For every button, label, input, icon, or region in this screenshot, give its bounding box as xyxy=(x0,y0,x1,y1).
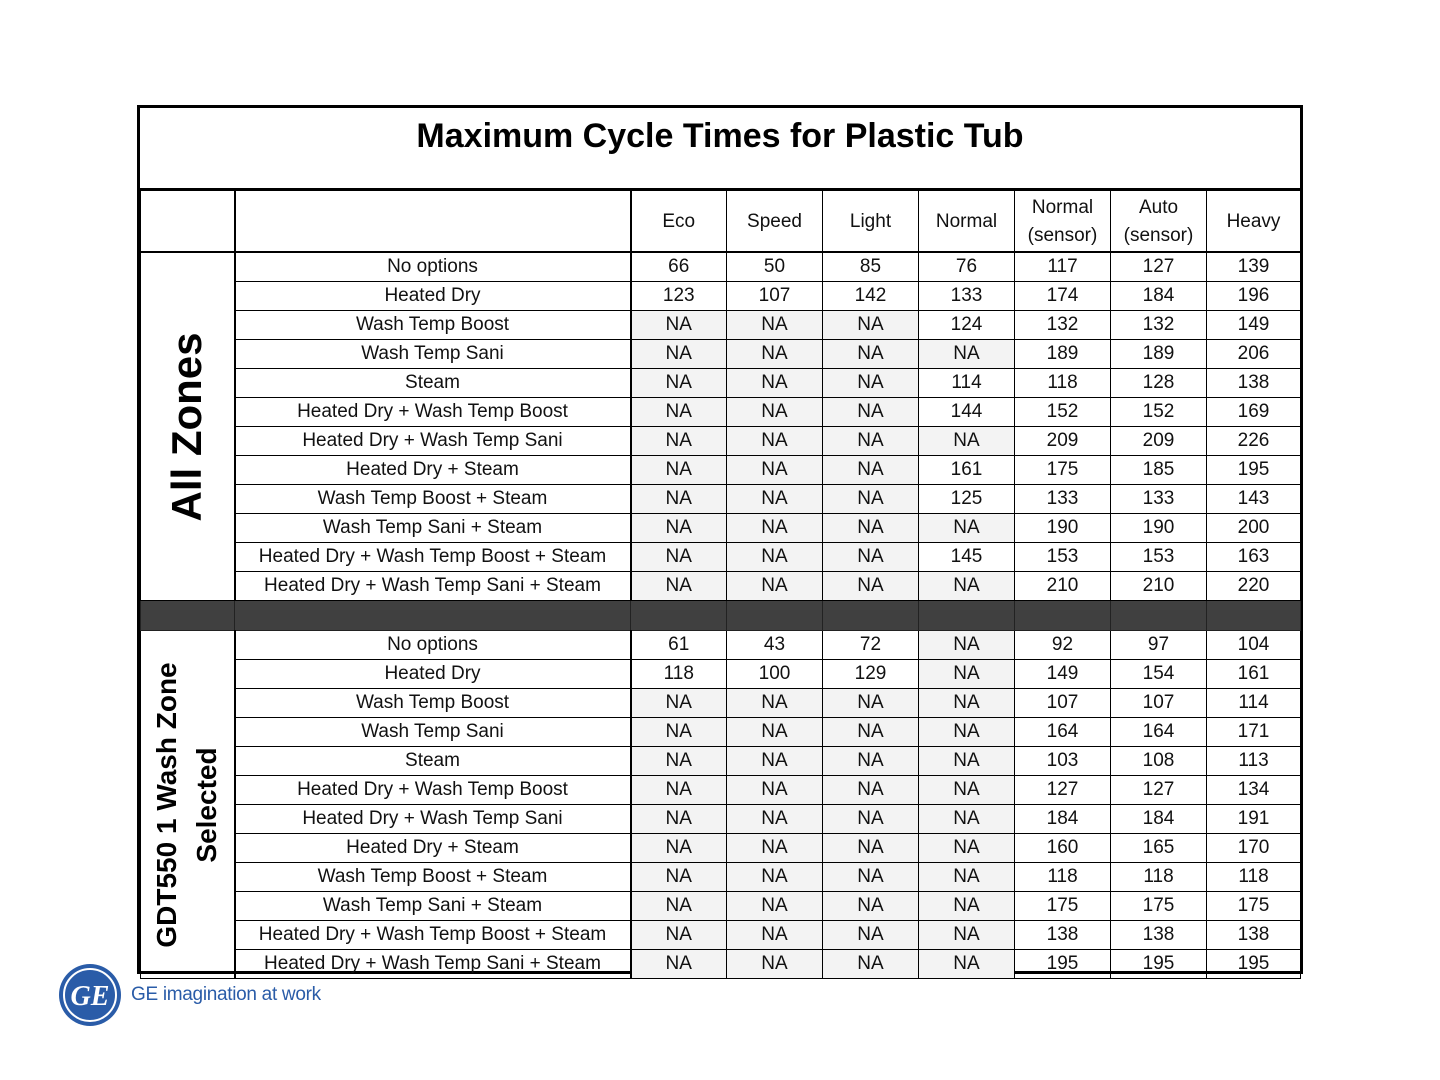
time-value-cell: NA xyxy=(727,340,823,369)
time-value-cell: NA xyxy=(727,689,823,718)
time-value-cell: NA xyxy=(727,805,823,834)
time-value-cell: 200 xyxy=(1207,514,1301,543)
option-label: Wash Temp Sani xyxy=(235,718,631,747)
time-value-cell: NA xyxy=(823,834,919,863)
time-value-cell: 189 xyxy=(1015,340,1111,369)
separator-cell xyxy=(235,601,631,631)
time-value-cell: 85 xyxy=(823,252,919,282)
column-header xyxy=(919,191,1015,253)
table-row xyxy=(141,456,1301,485)
time-value-cell: 107 xyxy=(727,282,823,311)
time-value-cell: NA xyxy=(823,689,919,718)
time-value-cell: 107 xyxy=(1015,689,1111,718)
time-value-cell: NA xyxy=(919,747,1015,776)
time-value-cell: 127 xyxy=(1111,776,1207,805)
time-value-cell: 129 xyxy=(823,660,919,689)
time-value-cell: 154 xyxy=(1111,660,1207,689)
time-value-cell: NA xyxy=(631,514,727,543)
separator-cell xyxy=(1207,601,1301,631)
time-value-cell: 76 xyxy=(919,252,1015,282)
time-value-cell: NA xyxy=(823,369,919,398)
option-label: Heated Dry xyxy=(235,282,631,311)
time-value-cell: 169 xyxy=(1207,398,1301,427)
option-label: Heated Dry + Wash Temp Sani xyxy=(235,427,631,456)
time-value-cell: NA xyxy=(727,427,823,456)
time-value-cell: NA xyxy=(823,572,919,601)
time-value-cell: 153 xyxy=(1111,543,1207,572)
time-value-cell: 133 xyxy=(1015,485,1111,514)
time-value-cell: 210 xyxy=(1111,572,1207,601)
time-value-cell: NA xyxy=(631,747,727,776)
time-value-cell: NA xyxy=(919,776,1015,805)
column-header-line1: Normal xyxy=(935,211,998,232)
time-value-cell: 72 xyxy=(823,631,919,660)
time-value-cell: 175 xyxy=(1015,456,1111,485)
time-value-cell: NA xyxy=(823,950,919,979)
time-value-cell: NA xyxy=(919,631,1015,660)
time-value-cell: 175 xyxy=(1111,892,1207,921)
separator-cell xyxy=(727,601,823,631)
time-value-cell: NA xyxy=(631,340,727,369)
time-value-cell: NA xyxy=(919,950,1015,979)
time-value-cell: NA xyxy=(823,456,919,485)
time-value-cell: 118 xyxy=(631,660,727,689)
time-value-cell: NA xyxy=(823,514,919,543)
time-value-cell: 118 xyxy=(1015,369,1111,398)
column-header xyxy=(631,191,727,253)
time-value-cell: NA xyxy=(631,369,727,398)
time-value-cell: 226 xyxy=(1207,427,1301,456)
table-row xyxy=(141,631,1301,660)
option-label: Steam xyxy=(235,369,631,398)
column-header-line1: Heavy xyxy=(1226,211,1281,232)
table-row xyxy=(141,718,1301,747)
time-value-cell: 195 xyxy=(1111,950,1207,979)
time-value-cell: 152 xyxy=(1111,398,1207,427)
time-value-cell: NA xyxy=(823,718,919,747)
time-value-cell: NA xyxy=(727,572,823,601)
zone-label-line: All Zones xyxy=(163,331,211,522)
table-row xyxy=(141,863,1301,892)
option-label: Steam xyxy=(235,747,631,776)
option-label: Wash Temp Boost + Steam xyxy=(235,485,631,514)
time-value-cell: 160 xyxy=(1015,834,1111,863)
time-value-cell: NA xyxy=(631,311,727,340)
column-header xyxy=(1015,191,1111,253)
time-value-cell: NA xyxy=(727,369,823,398)
time-value-cell: NA xyxy=(919,427,1015,456)
option-label: No options xyxy=(235,252,631,282)
time-value-cell: 175 xyxy=(1015,892,1111,921)
time-value-cell: 43 xyxy=(727,631,823,660)
time-value-cell: 138 xyxy=(1015,921,1111,950)
cycle-times-table xyxy=(140,190,1301,979)
option-label: Wash Temp Sani xyxy=(235,340,631,369)
column-header xyxy=(727,191,823,253)
time-value-cell: NA xyxy=(919,660,1015,689)
time-value-cell: NA xyxy=(919,892,1015,921)
table-row xyxy=(141,950,1301,979)
table-row xyxy=(141,805,1301,834)
time-value-cell: 118 xyxy=(1015,863,1111,892)
column-header-line1: Normal xyxy=(1031,197,1094,218)
time-value-cell: 103 xyxy=(1015,747,1111,776)
table-row xyxy=(141,311,1301,340)
time-value-cell: 143 xyxy=(1207,485,1301,514)
option-label: Heated Dry + Wash Temp Sani + Steam xyxy=(235,572,631,601)
time-value-cell: 191 xyxy=(1207,805,1301,834)
table-row xyxy=(141,689,1301,718)
time-value-cell: NA xyxy=(631,572,727,601)
time-value-cell: NA xyxy=(823,747,919,776)
time-value-cell: 61 xyxy=(631,631,727,660)
cycle-times-sheet xyxy=(137,105,1303,974)
time-value-cell: 189 xyxy=(1111,340,1207,369)
column-header-line2: (sensor) xyxy=(1123,225,1194,246)
time-value-cell: NA xyxy=(823,340,919,369)
column-header-line1: Light xyxy=(849,211,892,232)
time-value-cell: NA xyxy=(631,950,727,979)
time-value-cell: NA xyxy=(727,398,823,427)
time-value-cell: NA xyxy=(823,805,919,834)
zone-label-line: Selected xyxy=(191,746,223,863)
column-header-line1: Eco xyxy=(662,211,696,232)
separator-cell xyxy=(631,601,727,631)
separator-cell xyxy=(823,601,919,631)
time-value-cell: 152 xyxy=(1015,398,1111,427)
time-value-cell: 114 xyxy=(1207,689,1301,718)
time-value-cell: 210 xyxy=(1015,572,1111,601)
option-label: No options xyxy=(235,631,631,660)
table-row xyxy=(141,427,1301,456)
time-value-cell: NA xyxy=(631,892,727,921)
time-value-cell: NA xyxy=(919,718,1015,747)
time-value-cell: 134 xyxy=(1207,776,1301,805)
time-value-cell: NA xyxy=(631,689,727,718)
table-row xyxy=(141,660,1301,689)
table-row xyxy=(141,514,1301,543)
time-value-cell: 161 xyxy=(919,456,1015,485)
time-value-cell: NA xyxy=(631,921,727,950)
time-value-cell: NA xyxy=(631,834,727,863)
time-value-cell: 127 xyxy=(1015,776,1111,805)
time-value-cell: 124 xyxy=(919,311,1015,340)
time-value-cell: NA xyxy=(823,776,919,805)
time-value-cell: NA xyxy=(631,398,727,427)
time-value-cell: 125 xyxy=(919,485,1015,514)
time-value-cell: 184 xyxy=(1111,805,1207,834)
time-value-cell: NA xyxy=(919,572,1015,601)
time-value-cell: NA xyxy=(919,863,1015,892)
time-value-cell: 114 xyxy=(919,369,1015,398)
table-row xyxy=(141,282,1301,311)
time-value-cell: NA xyxy=(631,456,727,485)
time-value-cell: 144 xyxy=(919,398,1015,427)
time-value-cell: NA xyxy=(631,427,727,456)
time-value-cell: 138 xyxy=(1111,921,1207,950)
time-value-cell: NA xyxy=(823,892,919,921)
time-value-cell: 184 xyxy=(1015,805,1111,834)
time-value-cell: NA xyxy=(727,747,823,776)
time-value-cell: NA xyxy=(823,485,919,514)
column-header xyxy=(823,191,919,253)
time-value-cell: 50 xyxy=(727,252,823,282)
time-value-cell: NA xyxy=(823,543,919,572)
time-value-cell: 190 xyxy=(1015,514,1111,543)
time-value-cell: NA xyxy=(631,718,727,747)
time-value-cell: 171 xyxy=(1207,718,1301,747)
column-header-line1: Speed xyxy=(747,211,802,232)
table-row xyxy=(141,921,1301,950)
time-value-cell: 138 xyxy=(1207,921,1301,950)
separator-cell xyxy=(141,601,235,631)
separator-cell xyxy=(1111,601,1207,631)
time-value-cell: NA xyxy=(727,892,823,921)
option-label: Wash Temp Boost xyxy=(235,311,631,340)
time-value-cell: 190 xyxy=(1111,514,1207,543)
time-value-cell: 220 xyxy=(1207,572,1301,601)
separator-cell xyxy=(1015,601,1111,631)
time-value-cell: 107 xyxy=(1111,689,1207,718)
time-value-cell: NA xyxy=(727,514,823,543)
time-value-cell: NA xyxy=(727,776,823,805)
table-row xyxy=(141,252,1301,282)
time-value-cell: 165 xyxy=(1111,834,1207,863)
table-row xyxy=(141,485,1301,514)
time-value-cell: NA xyxy=(823,427,919,456)
time-value-cell: 139 xyxy=(1207,252,1301,282)
header-row xyxy=(141,191,1301,253)
time-value-cell: NA xyxy=(727,950,823,979)
option-label: Wash Temp Boost + Steam xyxy=(235,863,631,892)
column-header xyxy=(1111,191,1207,253)
time-value-cell: NA xyxy=(727,311,823,340)
time-value-cell: 132 xyxy=(1111,311,1207,340)
time-value-cell: 104 xyxy=(1207,631,1301,660)
time-value-cell: 175 xyxy=(1207,892,1301,921)
option-label: Heated Dry + Steam xyxy=(235,456,631,485)
time-value-cell: 123 xyxy=(631,282,727,311)
time-value-cell: 161 xyxy=(1207,660,1301,689)
time-value-cell: 195 xyxy=(1207,456,1301,485)
time-value-cell: 209 xyxy=(1111,427,1207,456)
table-row xyxy=(141,834,1301,863)
time-value-cell: 117 xyxy=(1015,252,1111,282)
zone-label xyxy=(147,662,227,947)
option-label: Wash Temp Sani + Steam xyxy=(235,514,631,543)
option-label: Heated Dry + Wash Temp Boost xyxy=(235,776,631,805)
zone-label-cell xyxy=(141,252,235,601)
table-row xyxy=(141,340,1301,369)
tagline: GE imagination at work xyxy=(131,984,321,1005)
column-header-line2: (sensor) xyxy=(1027,225,1098,246)
time-value-cell: NA xyxy=(727,485,823,514)
time-value-cell: NA xyxy=(823,863,919,892)
time-value-cell: 108 xyxy=(1111,747,1207,776)
section-separator xyxy=(141,601,1301,631)
time-value-cell: NA xyxy=(727,456,823,485)
time-value-cell: NA xyxy=(919,514,1015,543)
time-value-cell: NA xyxy=(919,921,1015,950)
time-value-cell: NA xyxy=(727,921,823,950)
column-header xyxy=(1207,191,1301,253)
time-value-cell: 206 xyxy=(1207,340,1301,369)
time-value-cell: NA xyxy=(631,543,727,572)
time-value-cell: NA xyxy=(727,543,823,572)
option-label: Heated Dry + Wash Temp Sani xyxy=(235,805,631,834)
time-value-cell: 164 xyxy=(1111,718,1207,747)
header-blank-zone xyxy=(141,191,235,253)
time-value-cell: 92 xyxy=(1015,631,1111,660)
table-row xyxy=(141,747,1301,776)
time-value-cell: NA xyxy=(631,863,727,892)
table-row xyxy=(141,776,1301,805)
table-row xyxy=(141,543,1301,572)
table-row xyxy=(141,572,1301,601)
time-value-cell: NA xyxy=(823,921,919,950)
time-value-cell: 149 xyxy=(1207,311,1301,340)
logo-text: GE xyxy=(70,981,110,1012)
time-value-cell: 142 xyxy=(823,282,919,311)
time-value-cell: NA xyxy=(919,689,1015,718)
option-label: Heated Dry + Wash Temp Sani + Steam xyxy=(235,950,631,979)
option-label: Heated Dry xyxy=(235,660,631,689)
time-value-cell: 209 xyxy=(1015,427,1111,456)
time-value-cell: 149 xyxy=(1015,660,1111,689)
time-value-cell: 195 xyxy=(1207,950,1301,979)
zone-label-cell xyxy=(141,631,235,979)
option-label: Wash Temp Sani + Steam xyxy=(235,892,631,921)
time-value-cell: NA xyxy=(727,718,823,747)
time-value-cell: 118 xyxy=(1207,863,1301,892)
time-value-cell: NA xyxy=(823,398,919,427)
time-value-cell: NA xyxy=(823,311,919,340)
time-value-cell: 138 xyxy=(1207,369,1301,398)
time-value-cell: 196 xyxy=(1207,282,1301,311)
time-value-cell: NA xyxy=(631,776,727,805)
time-value-cell: NA xyxy=(919,340,1015,369)
option-label: Wash Temp Boost xyxy=(235,689,631,718)
time-value-cell: 145 xyxy=(919,543,1015,572)
time-value-cell: 174 xyxy=(1015,282,1111,311)
separator-cell xyxy=(919,601,1015,631)
time-value-cell: 113 xyxy=(1207,747,1301,776)
time-value-cell: NA xyxy=(631,485,727,514)
time-value-cell: 133 xyxy=(1111,485,1207,514)
table-row xyxy=(141,369,1301,398)
time-value-cell: 128 xyxy=(1111,369,1207,398)
page-title: Maximum Cycle Times for Plastic Tub xyxy=(140,108,1300,190)
ge-logo-icon xyxy=(55,962,125,1028)
time-value-cell: 133 xyxy=(919,282,1015,311)
table-row xyxy=(141,398,1301,427)
option-label: Heated Dry + Wash Temp Boost + Steam xyxy=(235,543,631,572)
time-value-cell: 170 xyxy=(1207,834,1301,863)
time-value-cell: 132 xyxy=(1015,311,1111,340)
time-value-cell: NA xyxy=(919,834,1015,863)
header-blank-option xyxy=(235,191,631,253)
option-label: Heated Dry + Wash Temp Boost + Steam xyxy=(235,921,631,950)
time-value-cell: 184 xyxy=(1111,282,1207,311)
time-value-cell: NA xyxy=(727,834,823,863)
time-value-cell: NA xyxy=(631,805,727,834)
time-value-cell: 100 xyxy=(727,660,823,689)
time-value-cell: NA xyxy=(727,863,823,892)
time-value-cell: 66 xyxy=(631,252,727,282)
time-value-cell: 118 xyxy=(1111,863,1207,892)
column-header-line1: Auto xyxy=(1138,197,1179,218)
time-value-cell: 195 xyxy=(1015,950,1111,979)
zone-label xyxy=(163,331,211,522)
time-value-cell: 185 xyxy=(1111,456,1207,485)
table-row xyxy=(141,892,1301,921)
zone-label-line: GDT550 1 Wash Zone xyxy=(151,661,183,948)
time-value-cell: 127 xyxy=(1111,252,1207,282)
option-label: Heated Dry + Steam xyxy=(235,834,631,863)
time-value-cell: 97 xyxy=(1111,631,1207,660)
option-label: Heated Dry + Wash Temp Boost xyxy=(235,398,631,427)
time-value-cell: 153 xyxy=(1015,543,1111,572)
time-value-cell: 164 xyxy=(1015,718,1111,747)
time-value-cell: NA xyxy=(919,805,1015,834)
time-value-cell: 163 xyxy=(1207,543,1301,572)
